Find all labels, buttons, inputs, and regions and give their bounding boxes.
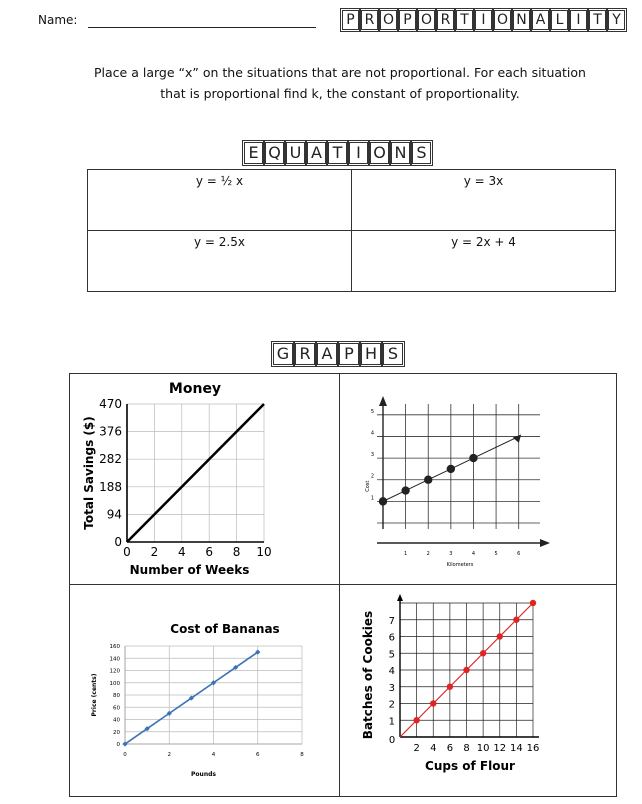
data-point: [424, 476, 432, 484]
data-point: [379, 497, 387, 505]
title-letter-10: N: [513, 10, 530, 30]
y-tick-label: 1: [370, 495, 374, 502]
chart-title: Cost of Bananas: [170, 622, 280, 636]
equation-cell-1[interactable]: y = ½ x: [88, 170, 352, 231]
x-tick-label: 2: [413, 743, 420, 754]
name-label: Name:: [38, 13, 78, 27]
title-letter-12: L: [551, 10, 568, 30]
equation-cell-3[interactable]: y = 2.5x: [88, 231, 352, 292]
chart-money: [82, 381, 272, 577]
x-tick-label: 8: [463, 743, 470, 754]
y-axis-label: Price (cents): [91, 673, 98, 717]
title-letter-9: O: [494, 10, 511, 30]
graphs-heading-letter-6: S: [383, 343, 403, 365]
y-axis-label: Batches of Cookies: [361, 610, 375, 740]
x-tick-label: 10: [476, 743, 490, 754]
y-tick-label: 0: [114, 535, 122, 549]
graphs-heading-letter-4: P: [339, 343, 359, 365]
x-axis-label: Cups of Flour: [425, 759, 515, 773]
data-point: [497, 633, 503, 639]
x-tick-label: 14: [510, 743, 523, 754]
equations-heading-letter-2: Q: [265, 142, 284, 164]
chart-kilometers: [365, 396, 550, 568]
data-point: [480, 650, 486, 656]
x-tick-label: 4: [211, 752, 216, 758]
x-tick-label: 8: [232, 545, 241, 559]
series-line: [127, 404, 264, 542]
equation-cell-2[interactable]: y = 3x: [352, 170, 616, 231]
x-tick-label: 10: [256, 545, 272, 559]
equations-heading-letter-6: I: [349, 142, 368, 164]
y-tick-label: 94: [106, 507, 122, 522]
title-letter-7: T: [456, 10, 473, 30]
x-axis-label: Kilometers: [446, 562, 474, 568]
x-tick-label: 6: [446, 743, 454, 754]
equation-cell-4[interactable]: y = 2x + 4: [352, 231, 616, 292]
x-tick-label: 2: [167, 752, 171, 758]
data-point: [430, 700, 436, 706]
y-tick-label: 5: [388, 649, 395, 661]
x-tick-label: 1: [404, 551, 408, 557]
y-tick-label: 160: [109, 644, 120, 650]
chart-title: Money: [168, 381, 222, 397]
y-tick-label: 4: [370, 430, 374, 437]
x-tick-label: 4: [177, 545, 186, 559]
chart-cookies: [361, 594, 539, 773]
graphs-heading-letter-3: A: [317, 343, 337, 365]
y-tick-label: 7: [388, 615, 395, 627]
x-tick-label: 0: [123, 545, 131, 559]
y-axis-label: Total Savings ($): [82, 416, 96, 530]
x-tick-label: 5: [494, 551, 498, 557]
data-point: [413, 717, 419, 723]
y-tick-label: 6: [388, 632, 395, 644]
title-letter-13: I: [570, 10, 587, 30]
title-letter-4: P: [399, 10, 416, 30]
y-tick-label: 80: [113, 693, 120, 699]
x-tick-label: 2: [150, 545, 159, 559]
x-tick-label: 6: [205, 545, 214, 559]
x-tick-label: 12: [493, 743, 507, 754]
equations-heading-letter-9: S: [412, 142, 431, 164]
data-point: [530, 600, 536, 606]
title-letter-8: I: [475, 10, 492, 30]
y-tick-label: 188: [99, 479, 122, 494]
title-letter-1: P: [342, 10, 359, 30]
x-tick-label: 8: [300, 752, 304, 758]
equations-heading-letter-3: U: [286, 142, 305, 164]
data-point: [469, 454, 477, 462]
y-tick-label: 470: [99, 397, 122, 411]
y-tick-label: 2: [370, 473, 374, 480]
y-tick-label: 3: [388, 682, 395, 694]
y-axis-arrow: [397, 594, 403, 601]
equations-heading-letter-4: A: [307, 142, 326, 164]
y-tick-label: 20: [113, 729, 120, 736]
equations-heading-letter-5: T: [328, 142, 347, 164]
title-letter-2: R: [361, 10, 378, 30]
data-point: [401, 486, 409, 494]
series-arrow: [513, 434, 524, 444]
x-axis-label: Pounds: [191, 771, 216, 778]
instructions-line-2: that is proportional find k, the constant of proportionality.: [160, 86, 520, 101]
x-axis-arrow: [540, 539, 550, 547]
y-tick-label: 140: [109, 656, 120, 663]
x-tick-label: 6: [256, 752, 260, 758]
y-tick-label: 282: [99, 452, 122, 467]
y-axis-label: Cost: [365, 480, 371, 492]
title-letter-15: Y: [608, 10, 625, 30]
data-point: [463, 667, 469, 673]
y-tick-label: 1: [388, 716, 395, 728]
y-axis-arrow: [379, 396, 387, 406]
x-tick-label: 4: [471, 551, 476, 557]
x-tick-label: 0: [123, 752, 127, 758]
instructions-line-1: Place a large “x” on the situations that are not proportional. For each situation: [94, 65, 586, 80]
x-axis-label: Number of Weeks: [129, 563, 250, 577]
y-tick-label: 2: [388, 699, 395, 711]
x-tick-label: 4: [430, 743, 437, 754]
y-tick-label: 100: [109, 680, 120, 687]
data-point: [447, 465, 455, 473]
y-tick-label: 4: [388, 666, 395, 677]
graphs-heading-letter-2: R: [295, 343, 315, 365]
y-tick-label: 5: [370, 408, 374, 415]
y-tick-label: 3: [370, 452, 374, 459]
equations-heading-letter-7: O: [370, 142, 389, 164]
equations-heading-letter-8: N: [391, 142, 410, 164]
title-letter-5: O: [418, 10, 435, 30]
x-tick-label: 2: [426, 551, 430, 557]
y-tick-label: 40: [113, 717, 120, 724]
chart-bananas: [91, 622, 304, 778]
data-point: [513, 617, 519, 623]
x-tick-label: 6: [517, 551, 521, 557]
graphs-heading-letter-1: G: [273, 343, 293, 365]
x-tick-label: 0: [388, 735, 396, 746]
data-point: [447, 684, 453, 690]
equations-heading-letter-1: E: [244, 142, 263, 164]
graphs-heading-letter-5: H: [361, 343, 381, 365]
x-tick-label: 16: [526, 743, 540, 754]
y-tick-label: 0: [116, 742, 120, 748]
title-letter-3: O: [380, 10, 397, 30]
title-letter-11: A: [532, 10, 549, 30]
y-tick-label: 120: [109, 668, 120, 675]
title-letter-6: R: [437, 10, 454, 30]
title-letter-14: T: [589, 10, 606, 30]
x-tick-label: 3: [449, 551, 453, 557]
y-tick-label: 60: [113, 705, 120, 712]
y-tick-label: 376: [99, 424, 122, 439]
